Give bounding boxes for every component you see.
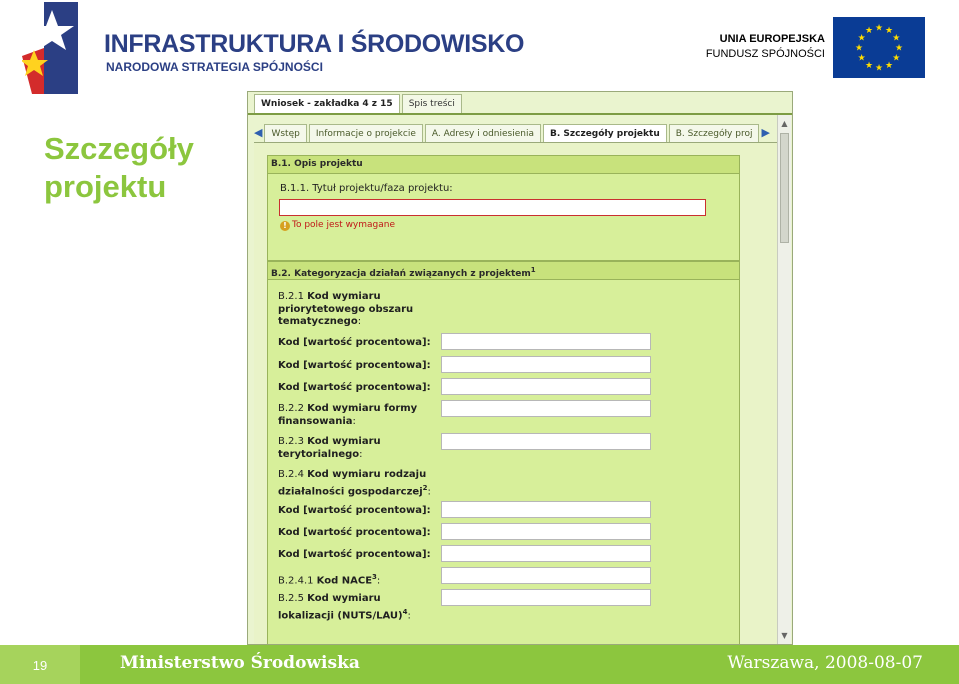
b241-sup: 3	[372, 573, 377, 581]
finance-form-input[interactable]	[441, 400, 651, 417]
slide-title-line2: projektu	[44, 169, 167, 204]
tab-divider	[248, 113, 792, 115]
eu-star-icon: ★	[874, 63, 884, 74]
b24-text: Kod wymiaru rodzaju działalności gospodarczej	[278, 469, 427, 497]
eu-star-icon: ★	[864, 60, 874, 71]
application-window	[247, 91, 793, 645]
kod-label-3-text: Kod [wartość procentowa]:	[278, 382, 431, 393]
scrollbar-thumb[interactable]	[780, 133, 789, 243]
b22-label: B.2.2 Kod wymiaru formy finansowania:	[278, 403, 418, 427]
eu-star-icon: ★	[884, 26, 894, 37]
b25-num: B.2.5	[278, 593, 304, 604]
b21-num: B.2.1	[278, 291, 304, 302]
eu-label-line1: UNIA EUROPEJSKA	[719, 33, 825, 45]
kod-label-3	[278, 382, 431, 395]
section-b1-panel	[267, 155, 740, 261]
eu-star-icon: ★	[894, 43, 904, 54]
tab-wniosek[interactable]: Wniosek - zakładka 4 z 15	[254, 94, 400, 114]
b22-text: Kod wymiaru formy finansowania	[278, 403, 418, 427]
eu-star-icon: ★	[857, 33, 866, 44]
eu-label-line2: FUNDUSZ SPÓJNOŚCI	[705, 48, 825, 60]
territorial-input[interactable]	[441, 433, 651, 450]
b23-label: B.2.3 Kod wymiaru terytorialnego:	[278, 436, 381, 460]
arrow-right-icon[interactable]: ▶	[761, 126, 770, 139]
project-title-input[interactable]	[279, 199, 706, 216]
tab-szczegoly[interactable]: B. Szczegóły projektu	[543, 124, 667, 143]
warning-icon: !	[280, 221, 290, 231]
footer-ministry: Ministerstwo Środowiska	[120, 653, 360, 673]
b23-num: B.2.3	[278, 436, 304, 447]
slide-title-line1: Szczegóły	[44, 131, 194, 166]
footer-date: Warszawa, 2008-08-07	[727, 653, 923, 673]
tab-spis-tresci[interactable]: Spis treści	[402, 94, 462, 114]
slide-title	[44, 130, 194, 206]
b24-sup: 2	[422, 483, 428, 492]
tab-wstep[interactable]: Wstęp	[264, 124, 306, 143]
kod-label-2	[278, 360, 431, 373]
kod-label-6	[278, 549, 431, 562]
section-b2-header	[268, 262, 739, 280]
kod-input-6[interactable]	[441, 545, 651, 562]
kod-label-1	[278, 337, 431, 350]
kod-input-4[interactable]	[441, 501, 651, 518]
b22-num: B.2.2	[278, 403, 304, 414]
brand-subtitle: NARODOWA STRATEGIA SPÓJNOŚCI	[106, 60, 323, 74]
footer-bar	[0, 645, 959, 684]
eu-star-icon: ★	[892, 53, 901, 64]
kod-label-6-text: Kod [wartość procentowa]:	[278, 549, 431, 560]
eu-label	[706, 32, 825, 62]
scroll-down-icon[interactable]: ▼	[781, 631, 788, 640]
section-b2-panel	[267, 261, 740, 645]
eu-star-icon: ★	[864, 26, 874, 37]
kod-label-1-text: Kod [wartość procentowa]:	[278, 337, 431, 348]
b25-label: B.2.5 Kod wymiaru lokalizacji (NUTS/LAU)$^4$:	[278, 593, 411, 621]
kod-label-4-text: Kod [wartość procentowa]:	[278, 505, 431, 516]
b21-text: Kod wymiaru priorytetowego obszaru tematycznego	[278, 291, 414, 327]
page-number: 19	[0, 645, 80, 684]
kod-input-2[interactable]	[441, 356, 651, 373]
kod-label-5	[278, 527, 431, 540]
section-b1-header: B.1. Opis projektu	[268, 156, 739, 174]
kod-input-5[interactable]	[441, 523, 651, 540]
vertical-scrollbar[interactable]	[777, 115, 791, 645]
tab-adresy[interactable]: A. Adresy i odniesienia	[425, 124, 541, 143]
brand-title: INFRASTRUKTURA I ŚRODOWISKO	[104, 30, 525, 58]
b241-text: Kod NACE	[316, 575, 373, 587]
kod-label-5-text: Kod [wartość procentowa]:	[278, 527, 431, 538]
kod-input-1[interactable]	[441, 333, 651, 350]
eu-star-icon: ★	[892, 33, 901, 44]
b11-label: B.1.1. Tytuł projektu/faza projektu:	[280, 183, 453, 194]
arrow-left-icon[interactable]: ◀	[254, 126, 263, 139]
b25-sup: 4	[402, 607, 408, 616]
kod-label-4	[278, 505, 431, 518]
required-error	[280, 220, 395, 231]
section-tab-bar	[254, 123, 770, 143]
b23-text: Kod wymiaru terytorialnego	[278, 436, 381, 460]
b241-label: B.2.4.1 Kod NACE$^3$:	[278, 573, 381, 587]
tab-informacje[interactable]: Informacje o projekcie	[309, 124, 423, 143]
eu-star-icon: ★	[857, 53, 866, 64]
eu-star-icon: ★	[874, 23, 884, 34]
kod-label-2-text: Kod [wartość procentowa]:	[278, 360, 431, 371]
nuts-input[interactable]	[441, 589, 651, 606]
tab-szczegoly-2[interactable]: B. Szczegóły proj	[669, 124, 760, 143]
section-b2-sup: 1	[530, 266, 536, 274]
b24-label: B.2.4 Kod wymiaru rodzaju działalności gospodarczej$^2$:	[278, 469, 431, 497]
scroll-up-icon[interactable]: ▲	[781, 119, 788, 128]
eu-star-icon: ★	[884, 60, 894, 71]
section-b2-title: B.2. Kategoryzacja działań związanych z projektem	[271, 269, 531, 279]
b241-num: B.2.4.1	[278, 575, 314, 587]
eu-star-icon: ★	[854, 43, 864, 54]
nace-input[interactable]	[441, 567, 651, 584]
programme-logo-icon	[22, 2, 82, 94]
b21-label: B.2.1 Kod wymiaru priorytetowego obszaru tematycznego:	[278, 291, 414, 327]
required-error-text: To pole jest wymagane	[292, 220, 396, 230]
kod-input-3[interactable]	[441, 378, 651, 395]
b25-text: Kod wymiaru lokalizacji (NUTS/LAU)	[278, 593, 403, 621]
eu-flag-icon	[833, 17, 925, 78]
top-tab-bar	[254, 94, 462, 114]
b24-num: B.2.4	[278, 469, 304, 480]
form-content	[254, 142, 778, 645]
